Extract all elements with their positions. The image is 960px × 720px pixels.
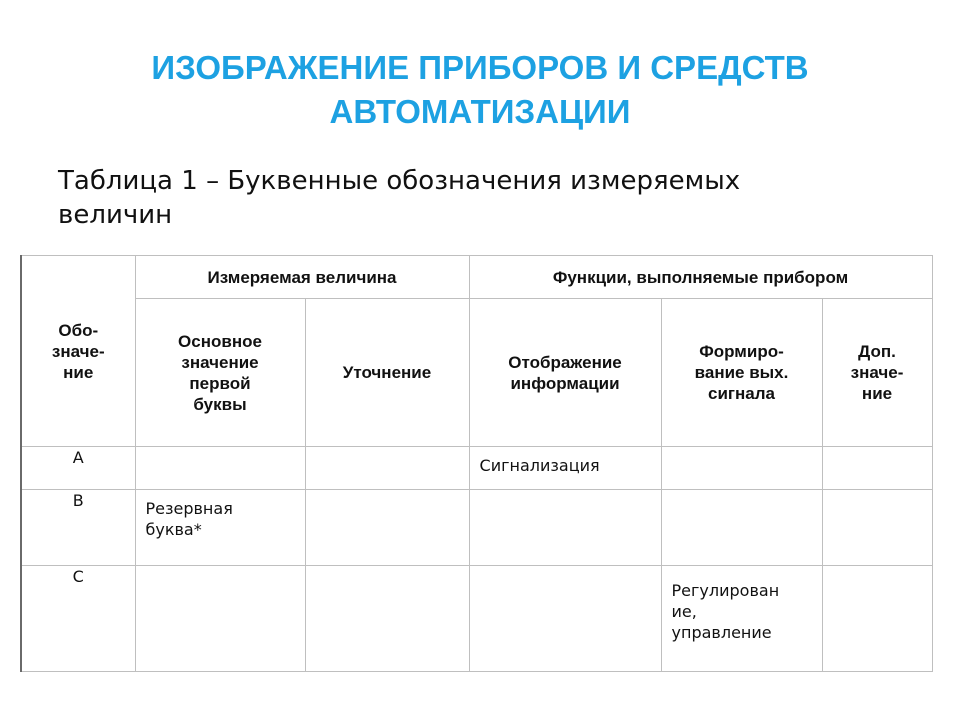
display-info-text: Сигнализация [479, 456, 600, 475]
slide-title-line-1: ИЗОБРАЖЕНИЕ ПРИБОРОВ И СРЕДСТВ [151, 49, 809, 86]
row-code: A [72, 448, 84, 467]
header-functions-group: Функции, выполняемые прибором [469, 256, 932, 299]
refinement-cell [305, 490, 469, 566]
main-meaning-cell [135, 566, 305, 672]
header-designation-text: Обо- значе- ние [51, 320, 105, 382]
header-main-meaning: Основное значение первой буквы [135, 299, 305, 447]
letter-codes-table [20, 255, 933, 672]
table-row [21, 447, 932, 490]
refinement-text [306, 566, 469, 574]
header-designation [21, 256, 135, 447]
table-caption [58, 164, 878, 232]
refinement-text [306, 447, 469, 455]
extra-meaning-cell [822, 566, 932, 672]
display-info-cell [469, 490, 661, 566]
output-signal-cell [661, 490, 822, 566]
row-code: C [72, 567, 84, 586]
extra-meaning-text [823, 490, 932, 498]
output-signal-cell [661, 447, 822, 490]
extra-meaning-text [823, 566, 932, 574]
slide-title-line-2: АВТОМАТИЗАЦИИ [329, 93, 631, 130]
header-extra-meaning: Доп. значе- ние [822, 299, 932, 447]
output-signal-text: Регулирован ие, управление [671, 581, 780, 642]
output-signal-text [662, 490, 822, 498]
extra-meaning-text [823, 447, 932, 455]
display-info-text [470, 490, 661, 498]
header-output-signal: Формиро- вание вых. сигнала [661, 299, 822, 447]
display-info-text [470, 566, 661, 574]
table-caption-line-1: Таблица 1 – Буквенные обозначения измеряемых [58, 166, 741, 196]
table-row [21, 566, 932, 672]
main-meaning-cell [135, 447, 305, 490]
main-meaning-text [136, 566, 305, 574]
refinement-cell [305, 447, 469, 490]
refinement-cell [305, 566, 469, 672]
table-caption-line-2: величин [58, 200, 173, 230]
display-info-cell [469, 566, 661, 672]
output-signal-text [662, 447, 822, 455]
refinement-text [306, 490, 469, 498]
output-signal-cell [661, 566, 822, 672]
header-measured-group: Измеряемая величина [135, 256, 469, 299]
main-meaning-text: Резервная буква* [145, 499, 233, 539]
row-code: B [72, 491, 84, 510]
table-row [21, 490, 932, 566]
main-meaning-cell [135, 490, 305, 566]
slide-title [40, 46, 920, 134]
row-code-cell [21, 447, 135, 490]
display-info-cell [469, 447, 661, 490]
row-code-cell [21, 490, 135, 566]
header-refinement: Уточнение [305, 299, 469, 447]
row-code-cell [21, 566, 135, 672]
extra-meaning-cell [822, 447, 932, 490]
main-meaning-text [136, 447, 305, 455]
extra-meaning-cell [822, 490, 932, 566]
header-display-info: Отображение информации [469, 299, 661, 447]
